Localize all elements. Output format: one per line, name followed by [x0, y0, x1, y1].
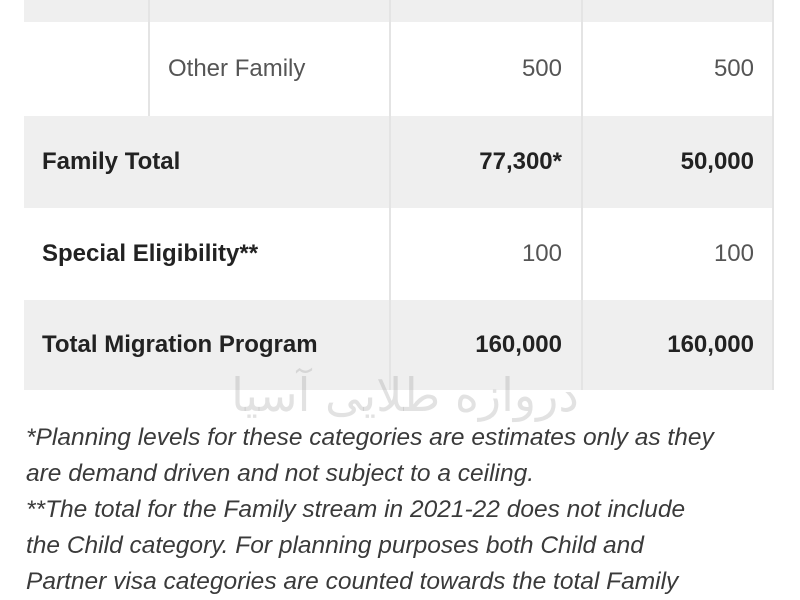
table-row	[24, 116, 774, 208]
row-label: Other Family	[168, 55, 306, 82]
row-label: Total Migration Program	[42, 331, 318, 358]
footnote-line: are demand driven and not subject to a ceiling.	[26, 460, 535, 487]
row-label: Family Total	[42, 148, 181, 175]
grid-line	[581, 0, 583, 390]
grid-line	[389, 0, 391, 390]
table-row	[24, 22, 774, 116]
grid-line	[148, 0, 150, 116]
row-value-col2: 500	[713, 55, 754, 82]
row-value-col1: 500	[521, 55, 562, 82]
footnotes	[26, 420, 786, 600]
watermark: دروازه طلایی آسیا	[231, 368, 579, 422]
table-row	[24, 300, 774, 390]
row-value-col1: 160,000	[475, 331, 562, 358]
footnote-line: Partner visa categories are counted towards the total Family	[26, 568, 679, 595]
row-value-col2: 160,000	[667, 331, 754, 358]
table-row-partial	[24, 0, 774, 22]
grid-line	[772, 0, 774, 390]
row-value-col1: 77,300*	[479, 148, 562, 175]
row-value-col2: 100	[713, 240, 754, 267]
row-value-col1: 100	[521, 240, 562, 267]
footnote-line: **The total for the Family stream in 2021-22 does not include	[26, 496, 686, 523]
table-row	[24, 208, 774, 300]
footnote-line: the Child category. For planning purposes both Child and	[26, 532, 644, 559]
row-value-col2: 50,000	[680, 148, 754, 175]
row-label: Special Eligibility**	[42, 240, 259, 267]
footnote-line: *Planning levels for these categories are estimates only as they	[26, 424, 714, 451]
